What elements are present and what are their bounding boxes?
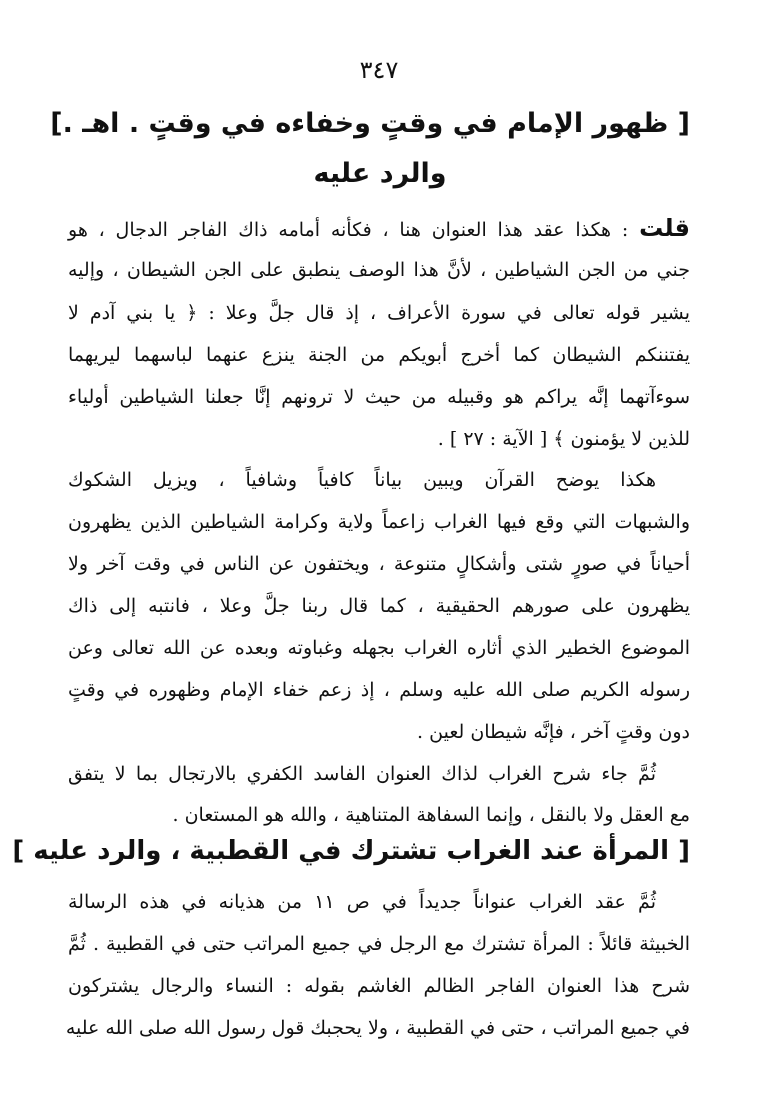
paragraph-line: شرح هذا العنوان الفاجر الظالم الغاشم بقوله : النساء والرجال يشتركون <box>68 975 690 997</box>
paragraph-line: للذين لا يؤمنون ﴾ [ الآية : ٢٧ ] . <box>437 428 690 450</box>
paragraph-line: والشبهات التي وقع فيها الغراب زاعماً ولاية وكرامة الشياطين الذين يظهرون <box>68 511 690 533</box>
paragraph-line: في جميع المراتب ، حتى في القطبية ، ولا يحجبك قول رسول الله صلى الله عليه <box>65 1017 690 1039</box>
section-heading-imam-subtitle: والرد عليه <box>313 158 447 189</box>
lead-word: قلت <box>639 214 690 242</box>
line-text: : هكذا عقد هذا العنوان هنا ، فكأنه أمامه ذاك الفاجر الدجال ، هو <box>68 219 629 241</box>
paragraph-line: يظهرون على صورهم الحقيقية ، كما قال ربنا جلَّ وعلا ، فانتبه إلى ذاك <box>68 595 690 617</box>
paragraph-line: يفتننكم الشيطان كما أخرج أبويكم من الجنة ينزع عنهما لباسهما ليريهما <box>68 344 690 366</box>
paragraph-line: ثُمَّ جاء شرح الغراب لذاك العنوان الفاسد الكفري بالارتجال بما لا يتفق <box>68 763 656 785</box>
paragraph-line: أحياناً في صورٍ شتى وأشكالٍ متنوعة ، ويختفون عن الناس في وقت آخر ولا <box>68 553 690 575</box>
paragraph-line: رسوله الكريم صلى الله عليه وسلم ، إذ زعم خفاء الإمام وظهوره في وقتٍ <box>68 679 690 701</box>
paragraph-line: يشير قوله تعالى في سورة الأعراف ، إذ قال جلَّ وعلا : ﴿ يا بني آدم لا <box>68 302 690 324</box>
section-heading-woman: [ المرأة عند الغراب تشترك في القطبية ، والرد عليه ] <box>12 836 690 866</box>
paragraph-line <box>68 216 690 242</box>
paragraph-line: هكذا يوضح القرآن ويبين بياناً كافياً وشافياً ، ويزيل الشكوك <box>68 469 656 491</box>
section-heading-imam: [ ظهور الإمام في وقتٍ وخفاءه في وقتٍ . اهـ .] <box>50 108 690 139</box>
paragraph-line: الخبيثة قائلاً : المرأة تشترك مع الرجل في جميع المراتب حتى في القطبية . ثُمَّ <box>68 933 690 955</box>
paragraph-line: الموضوع الخطير الذي أثاره الغراب بجهله وغباوته وبعده عن الله تعالى وعن <box>68 637 690 659</box>
page-number: ٣٤٧ <box>359 56 399 84</box>
paragraph-line: مع العقل ولا بالنقل ، وإنما السفاهة المتناهية ، والله هو المستعان . <box>172 804 690 826</box>
paragraph-line: سوءآتهما إنَّه يراكم هو وقبيله من حيث لا ترونهم إنَّا جعلنا الشياطين أولياء <box>68 386 690 408</box>
paragraph-line: جني من الجن الشياطين ، لأنَّ هذا الوصف ينطبق على الجن الشيطان ، وإليه <box>68 259 690 281</box>
paragraph-line: ثُمَّ عقد الغراب عنواناً جديداً في ص ١١ من هذيانه في هذه الرسالة <box>68 891 656 913</box>
paragraph-line: دون وقتٍ آخر ، فإنَّه شيطان لعين . <box>417 721 690 743</box>
